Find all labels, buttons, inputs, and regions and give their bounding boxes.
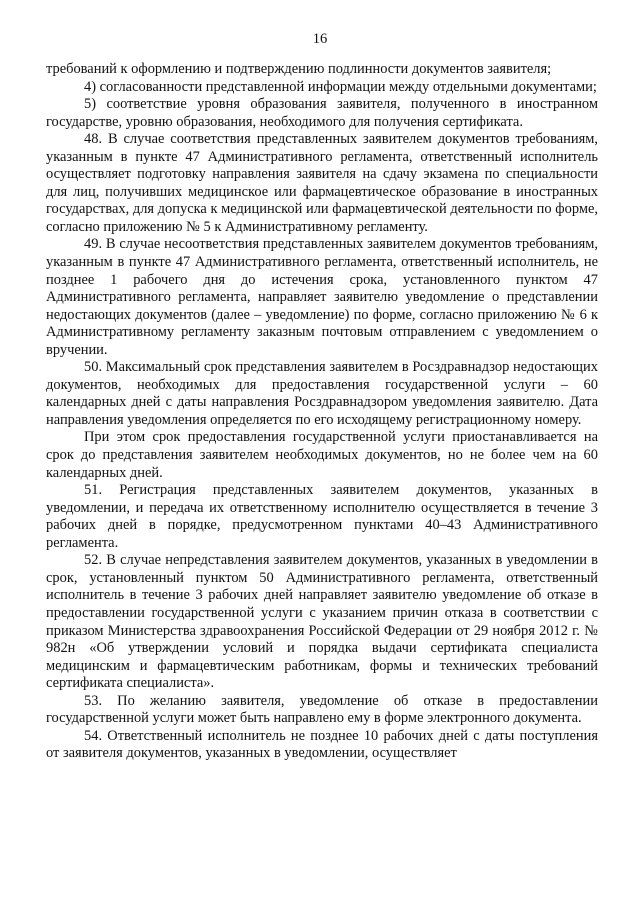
paragraph-54: 54. Ответственный исполнитель не позднее 10 рабочих дней с даты поступления от заявителя документов, указанных в уведомлении, осуществляет [46, 727, 598, 762]
document-body [46, 61, 598, 763]
paragraph-50: 50. Максимальный срок представления заявителем в Росздравнадзор недостающих документов, необходимых для предоставления государственной услуги – 60 календарных дней с даты направления Росздравнадзором уведомления заявителю. Дата направления уведомления определяется по его исходящему регистрационному номеру. [46, 359, 598, 428]
paragraph-51: 51. Регистрация представленных заявителем документов, указанных в уведомлении, и передача их ответственному исполнителю осуществляется в течение 3 рабочих дней в порядке, предусмотренном пунктами 40–43 Административного регламента. [46, 482, 598, 551]
page-number: 16 [312, 31, 328, 47]
paragraph-48: 48. В случае соответствия представленных заявителем документов требованиям, указанным в пункте 47 Административного регламента, ответственный исполнитель осуществляет подготовку направления заявителя на сдачу экзамена по специальности для лиц, получивших медицинское или фармацевтическое образование в иностранных государствах, для допуска к медицинской или фармацевтической деятельности по форме, согласно приложению № 5 к Административному регламенту. [46, 131, 598, 235]
paragraph-item-4: 4) согласованности представленной информации между отдельными документами; [84, 78, 597, 95]
paragraph-53: 53. По желанию заявителя, уведомление об отказе в предоставлении государственной услуги может быть направлено ему в форме электронного документа. [46, 692, 598, 727]
paragraph-item-5: 5) соответствие уровня образования заявителя, полученного в иностранном государстве, уровню образования, необходимого для получения сертификата. [46, 96, 598, 130]
paragraph-49: 49. В случае несоответствия представленных заявителем документов требованиям, указанным в пункте 47 Административного регламента, ответственный исполнитель, не позднее 1 рабочего дня до истечения срока, установленного пунктом 47 Административного регламента, направляет заявителю уведомление о представлении недостающих документов (далее – уведомление) по форме, согласно приложению № 6 к Административному регламенту заказным почтовым отправлением с уведомлением о вручении. [46, 236, 598, 358]
paragraph-continuation: требований к оформлению и подтверждению подлинности документов заявителя; [46, 61, 552, 77]
paragraph-50-suspension: При этом срок предоставления государственной услуги приостанавливается на срок до представления заявителем необходимых документов, но не более чем на 60 календарных дней. [46, 429, 598, 481]
paragraph-52: 52. В случае непредставления заявителем документов, указанных в уведомлении в срок, установленный пунктом 50 Административного регламента, ответственный исполнитель в течение 3 рабочих дней направляет заявителю уведомление об отказе в предоставлении государственной услуги с указанием причин отказа в соответствии с приказом Министерства здравоохранения Российской Федерации от 29 ноября 2012 г. № 982н «Об утверждении условий и порядка выдачи сертификата специалиста медицинским и фармацевтическим работникам, формы и технических требований сертификата специалиста». [46, 552, 598, 692]
